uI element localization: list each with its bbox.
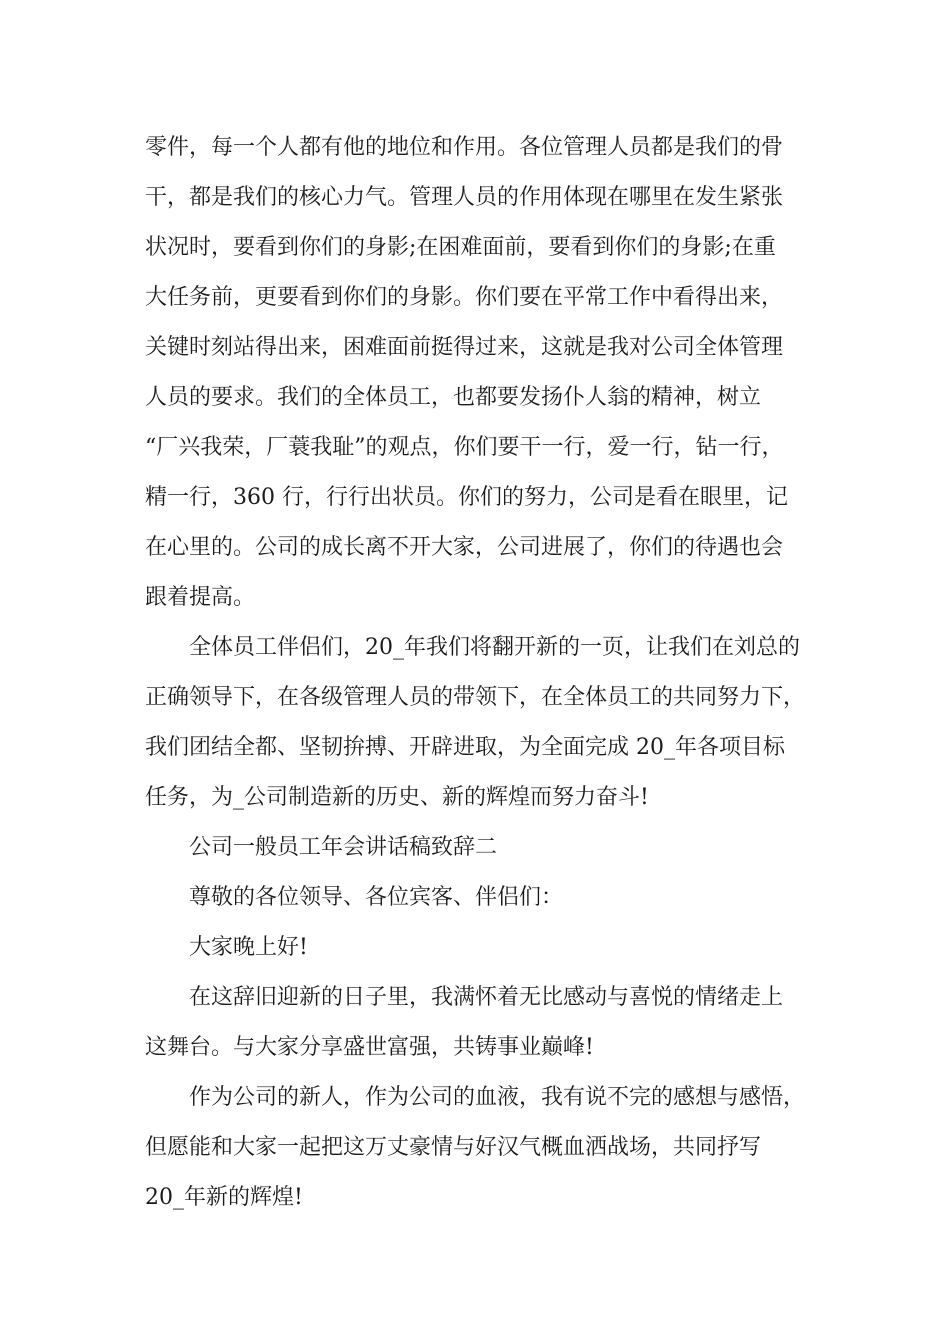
text-line: 任务，为_公司制造新的历史、新的辉煌而努力奋斗!: [145, 785, 649, 810]
text-line: 跟着提高。: [145, 585, 256, 610]
text-line: 关键时刻站得出来，困难面前挺得过来，这就是我对公司全体管理: [145, 335, 784, 360]
text-line: 这舞台。与大家分享盛世富强，共铸事业巅峰!: [145, 1035, 594, 1060]
text-line: 状况时，要看到你们的身影;在困难面前，要看到你们的身影;在重: [145, 235, 776, 260]
text-line: 人员的要求。我们的全体员工，也都要发扬仆人翁的精神，树立: [145, 385, 762, 410]
text-line: 但愿能和大家一起把这万丈豪情与好汉气概血洒战场，共同抒写: [145, 1135, 762, 1160]
paragraph-first-line: 作为公司的新人，作为公司的血液，我有说不完的感想与感悟，: [189, 1085, 806, 1110]
salutation: 尊敬的各位领导、各位宾客、伴侣们：: [189, 885, 564, 910]
paragraph-first-line: 全体员工伴侣们，20_年我们将翻开新的一页，让我们在刘总的: [189, 635, 800, 660]
text-line: 在心里的。公司的成长离不开大家，公司进展了，你们的待遇也会: [145, 535, 784, 560]
text-line: 正确领导下，在各级管理人员的带领下，在全体员工的共同努力下，: [145, 685, 806, 710]
text-line: 零件，每一个人都有他的地位和作用。各位管理人员都是我们的骨: [145, 135, 784, 160]
text-line: “厂兴我荣，厂蓑我耻”的观点，你们要干一行，爱一行，钻一行，: [145, 435, 784, 460]
text-line: 精一行，360 行，行行出状员。你们的努力，公司是看在眼里，记: [145, 485, 788, 510]
paragraph-first-line: 在这辞旧迎新的日子里，我满怀着无比感动与喜悦的情绪走上: [189, 985, 784, 1010]
greeting: 大家晚上好!: [189, 935, 308, 960]
text-line: 20_年新的辉煌!: [145, 1185, 303, 1210]
text-line: 我们团结全都、坚韧拚搏、开辟进取，为全面完成 20_年各项目标: [145, 735, 785, 760]
section-title: 公司一般员工年会讲话稿致辞二: [189, 835, 498, 860]
text-line: 干，都是我们的核心力气。管理人员的作用体现在哪里在发生紧张: [145, 185, 784, 210]
text-line: 大任务前，更要看到你们的身影。你们要在平常工作中看得出来，: [145, 285, 784, 310]
